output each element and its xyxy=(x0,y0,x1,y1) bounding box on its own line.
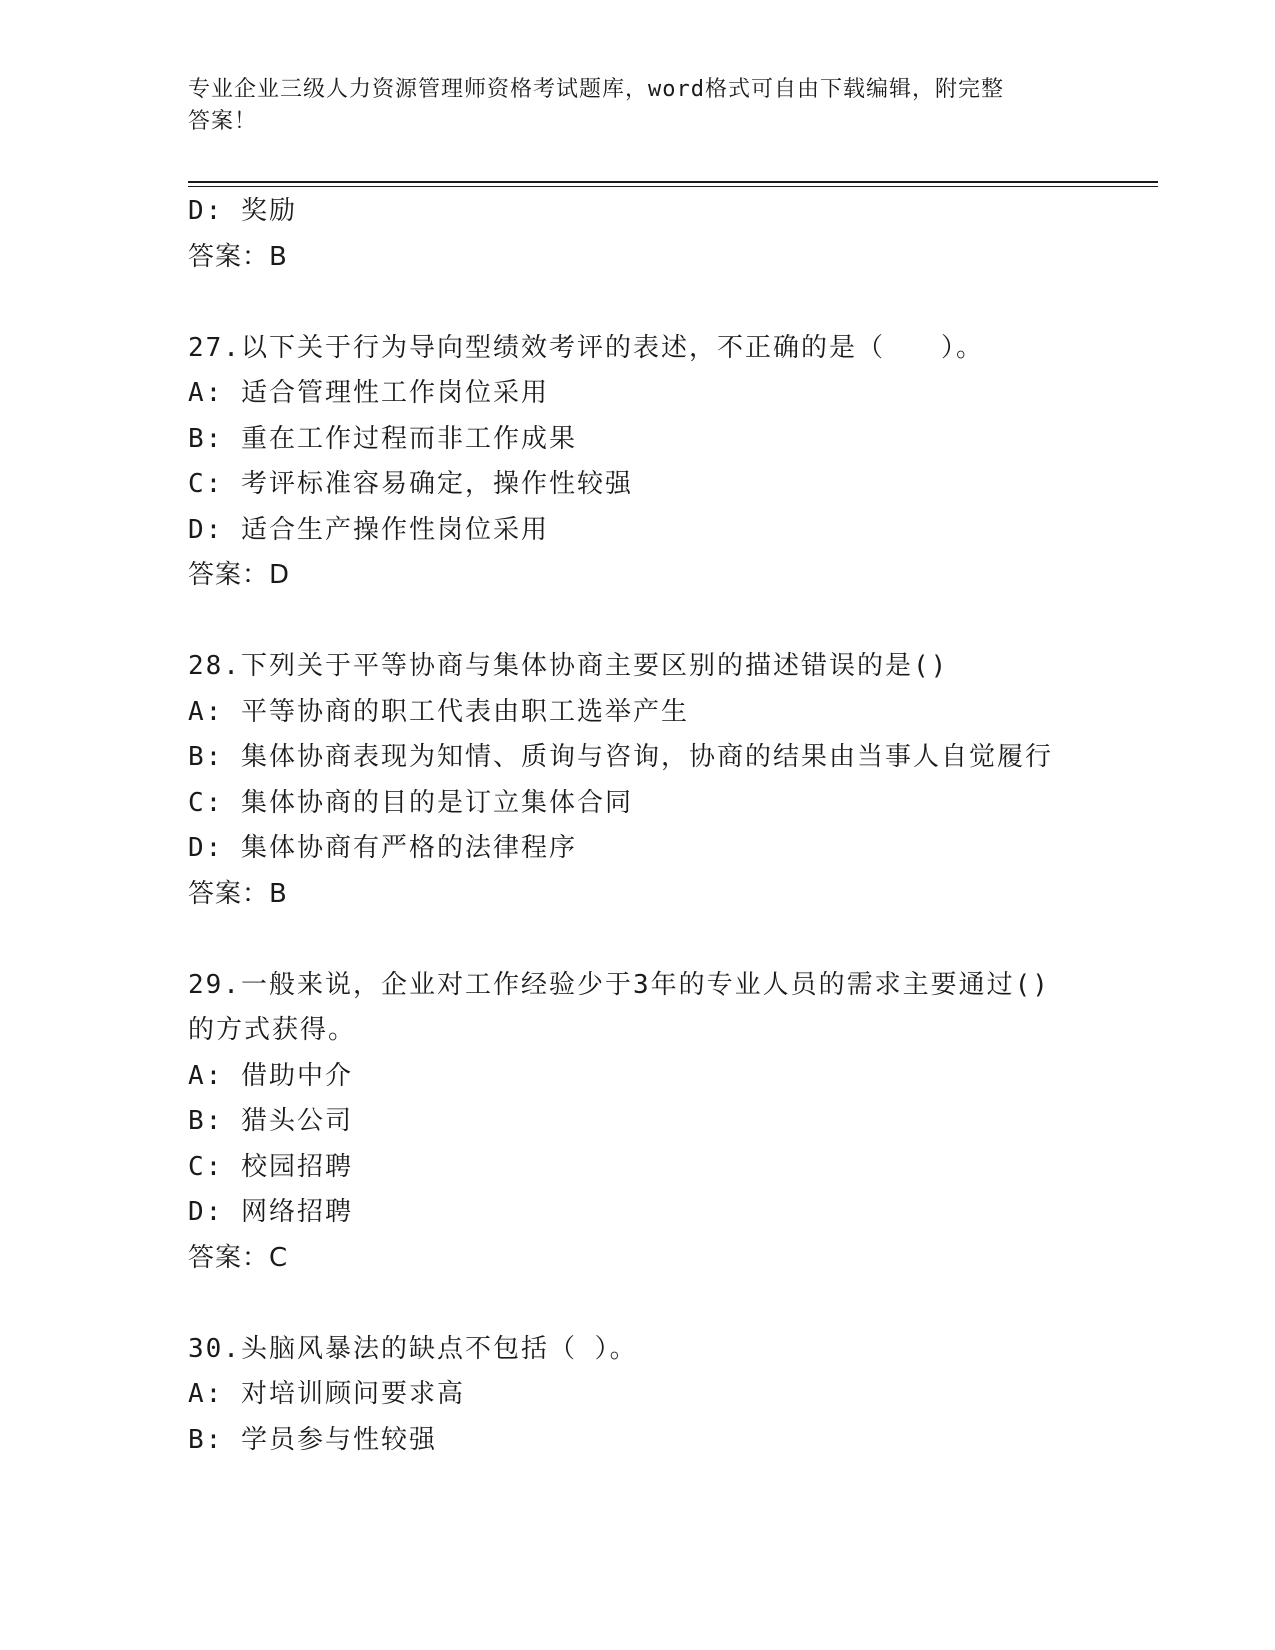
option-label: A: xyxy=(188,1060,224,1091)
option-text: 学员参与性较强 xyxy=(240,1424,437,1455)
option-text: 集体协商的目的是订立集体合同 xyxy=(240,787,633,818)
option-d xyxy=(188,1190,1088,1236)
option-label: B: xyxy=(188,742,224,772)
option-b xyxy=(188,1418,1088,1464)
option-c xyxy=(188,1145,1088,1191)
option-d xyxy=(188,189,1088,235)
option-a xyxy=(188,371,1088,417)
option-text: 平等协商的职工代表由职工选举产生 xyxy=(240,696,689,727)
option-c xyxy=(188,462,1088,508)
page-header xyxy=(188,74,1068,138)
option-d xyxy=(188,826,1088,872)
option-c xyxy=(188,781,1088,827)
option-label: B: xyxy=(188,1106,224,1136)
option-text: 奖励 xyxy=(240,196,297,226)
answer-line: 答案：C xyxy=(188,1242,289,1273)
option-label: C: xyxy=(188,1151,224,1182)
option-label: A: xyxy=(188,696,224,727)
option-text: 适合管理性工作岗位采用 xyxy=(240,378,549,408)
option-text: 适合生产操作性岗位采用 xyxy=(240,514,549,545)
answer-line: 答案：B xyxy=(188,878,288,909)
option-text: 猎头公司 xyxy=(240,1106,353,1136)
header-rule-thin xyxy=(188,186,1158,187)
option-text: 校园招聘 xyxy=(240,1151,353,1182)
question-text: 28.下列关于平等协商与集体协商主要区别的描述错误的是() xyxy=(188,651,949,681)
option-text: 重在工作过程而非工作成果 xyxy=(240,423,577,454)
option-a xyxy=(188,1054,1088,1100)
option-label: D: xyxy=(188,833,224,863)
answer-line: 答案：D xyxy=(188,560,291,590)
question-block-27 xyxy=(188,326,1088,599)
option-text: 借助中介 xyxy=(240,1060,353,1091)
option-label: B: xyxy=(188,1424,224,1455)
option-text: 网络招聘 xyxy=(240,1197,353,1227)
header-line-1: 专业企业三级人力资源管理师资格考试题库，word格式可自由下载编辑，附完整 xyxy=(188,77,1004,102)
question-text: 30.头脑风暴法的缺点不包括（ ）。 xyxy=(188,1333,638,1364)
question-block-30 xyxy=(188,1327,1088,1464)
option-d xyxy=(188,508,1088,554)
option-label: D: xyxy=(188,196,224,226)
option-text: 对培训顾问要求高 xyxy=(240,1379,465,1409)
header-line-2: 答案！ xyxy=(188,109,258,134)
option-label: C: xyxy=(188,787,224,818)
option-label: A: xyxy=(188,378,224,408)
option-b xyxy=(188,1099,1088,1145)
option-label: D: xyxy=(188,1197,224,1227)
option-b xyxy=(188,417,1088,463)
question-block-28 xyxy=(188,644,1088,917)
option-label: D: xyxy=(188,514,224,545)
option-b xyxy=(188,735,1088,781)
question-block-29 xyxy=(188,963,1088,1282)
question-text: 29.一般来说，企业对工作经验少于3年的专业人员的需求主要通过() xyxy=(188,969,1050,1000)
option-label: B: xyxy=(188,423,224,454)
question-text-continued: 的方式获得。 xyxy=(188,1015,357,1045)
question-list xyxy=(188,189,1088,1463)
option-a xyxy=(188,690,1088,736)
option-text: 集体协商有严格的法律程序 xyxy=(240,833,577,863)
header-rule-thick xyxy=(188,181,1158,183)
option-text: 考评标准容易确定，操作性较强 xyxy=(240,469,633,499)
question-block-26 xyxy=(188,189,1088,280)
option-label: C: xyxy=(188,469,224,499)
option-text: 集体协商表现为知情、质询与咨询，协商的结果由当事人自觉履行 xyxy=(240,742,1053,772)
answer-line: 答案：B xyxy=(188,241,288,272)
question-text: 27.以下关于行为导向型绩效考评的表述，不正确的是（ ）。 xyxy=(188,332,984,363)
option-label: A: xyxy=(188,1379,224,1409)
option-a xyxy=(188,1372,1088,1418)
